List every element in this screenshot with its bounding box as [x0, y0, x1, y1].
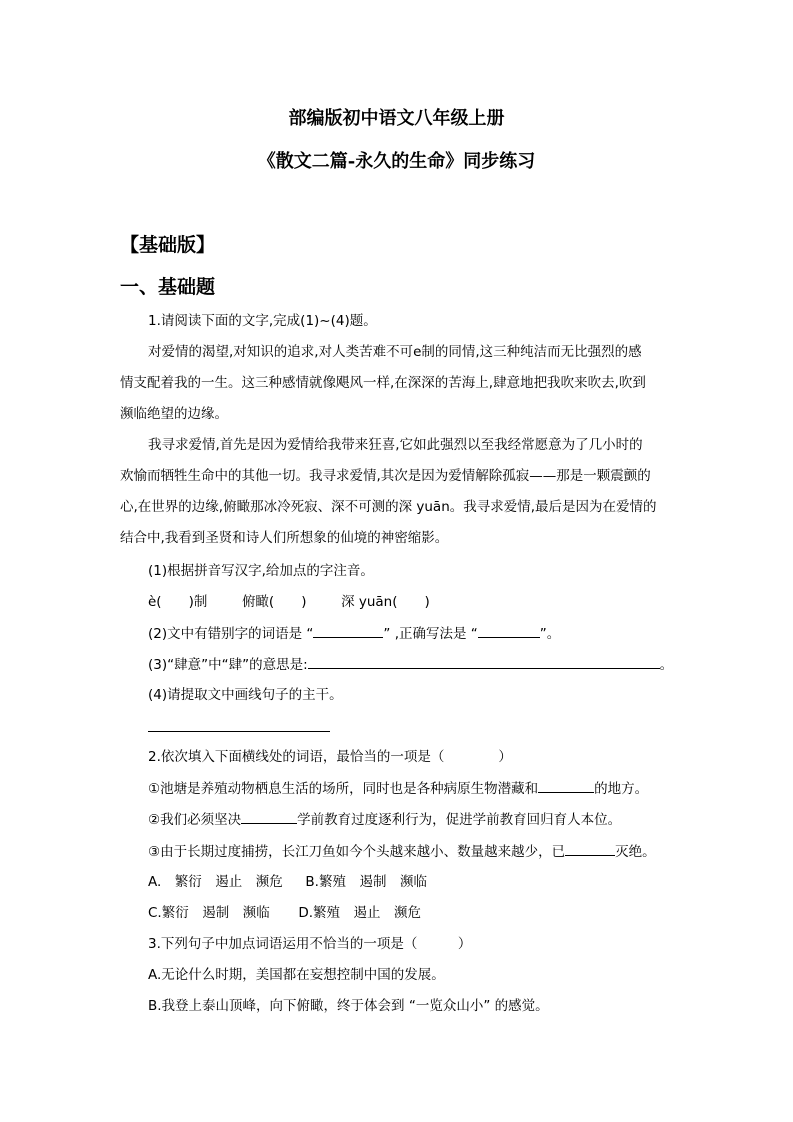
doc-title-line2: 《散文二篇-永久的生命》同步练习: [257, 151, 536, 172]
doc-title-line1: 部编版初中语文八年级上册: [288, 108, 505, 129]
part-heading: 一、基础题: [120, 276, 216, 298]
q3-option-a[interactable]: A.无论什么时期，美国都在妄想控制中国的发展。: [148, 967, 445, 983]
q1-sub3: (3)“肆意”中“肆”的意思是: 。: [148, 654, 673, 675]
q1-para2-line2: 欢愉而牺牲生命中的其他一切。我寻求爱情,其次是因为爱情解除孤寂——那是一颗震颤的: [120, 468, 651, 484]
version-heading: 【基础版】: [120, 234, 216, 256]
q1-sub4: (4)请提取文中画线句子的主干。: [148, 687, 343, 703]
pinyin-item-e: è( )制: [148, 594, 208, 610]
q3-option-b[interactable]: B.我登上泰山顶峰，向下俯瞰，终于体会到 “一览众山小” 的感觉。: [148, 998, 549, 1014]
fill-blank-3[interactable]: [565, 841, 615, 856]
q1-para1-line2: 情支配着我的一生。这三种感情就像飓风一样,在深深的苦海上,肆意地把我吹来吹去,吹到: [120, 375, 646, 391]
answer-blank-wrong-word[interactable]: [313, 623, 383, 638]
q1-sub2: (2)文中有错别字的词语是 “ ” ,正确写法是 “ ”。: [148, 623, 560, 644]
pinyin-item-fukan: 俯瞰( ): [241, 594, 307, 610]
q2-item3: ③由于长期过度捕捞，长江刀鱼如今个头越来越小、数量越来越少，已 灭绝。: [148, 841, 656, 862]
fill-blank-1[interactable]: [538, 778, 594, 793]
q2-option-d[interactable]: D.繁殖 遏止 濒危: [298, 905, 421, 921]
q1-intro: 1.请阅读下面的文字,完成(1)~(4)题。: [148, 313, 377, 329]
q2-option-c[interactable]: C.繁衍 遏制 濒临: [148, 905, 270, 921]
q2-stem: 2.依次填入下面横线处的词语，最恰当的一项是（ ）: [148, 749, 512, 765]
q1-para2-line3: 心,在世界的边缘,俯瞰那冰冷死寂、深不可测的深 yuān。我寻求爱情,最后是因为在爱情的: [120, 499, 657, 515]
q1-para2-line4: 结合中,我看到圣贤和诗人们所想象的仙境的神密缩影。: [120, 530, 449, 546]
q2-option-a[interactable]: A. 繁衍 遏止 濒危: [148, 874, 283, 890]
q2-item2: ②我们必须坚决 学前教育过度逐利行为，促进学前教育回归育人本位。: [148, 809, 621, 830]
pinyin-item-yuan: 深 yuān( ): [341, 594, 430, 610]
answer-line-sub4[interactable]: [148, 731, 330, 732]
answer-blank-correct-word[interactable]: [478, 623, 540, 638]
answer-blank-meaning[interactable]: [308, 654, 660, 669]
q1-para1-line1: 对爱情的渴望,对知识的追求,对人类苦难不可e制的同情,这三种纯洁而无比强烈的感: [148, 344, 642, 360]
q2-options-cd: [148, 903, 421, 923]
q2-option-b[interactable]: B.繁殖 遏制 濒临: [305, 874, 427, 890]
fill-blank-2[interactable]: [241, 809, 297, 824]
q2-options-ab: [148, 872, 427, 892]
q1-sub1-items: [148, 592, 430, 612]
q2-item1: ①池塘是养殖动物栖息生活的场所，同时也是各种病原生物潜藏和 的地方。: [148, 778, 648, 799]
q3-stem: 3.下列句子中加点词语运用不恰当的一项是（ ）: [148, 936, 472, 952]
q1-sub1: (1)根据拼音写汉字,给加点的字注音。: [148, 563, 374, 579]
q1-para2-line1: 我寻求爱情,首先是因为爱情给我带来狂喜,它如此强烈以至我经常愿意为了几小时的: [148, 437, 643, 453]
q1-para1-line3: 濒临绝望的边缘。: [120, 406, 228, 422]
